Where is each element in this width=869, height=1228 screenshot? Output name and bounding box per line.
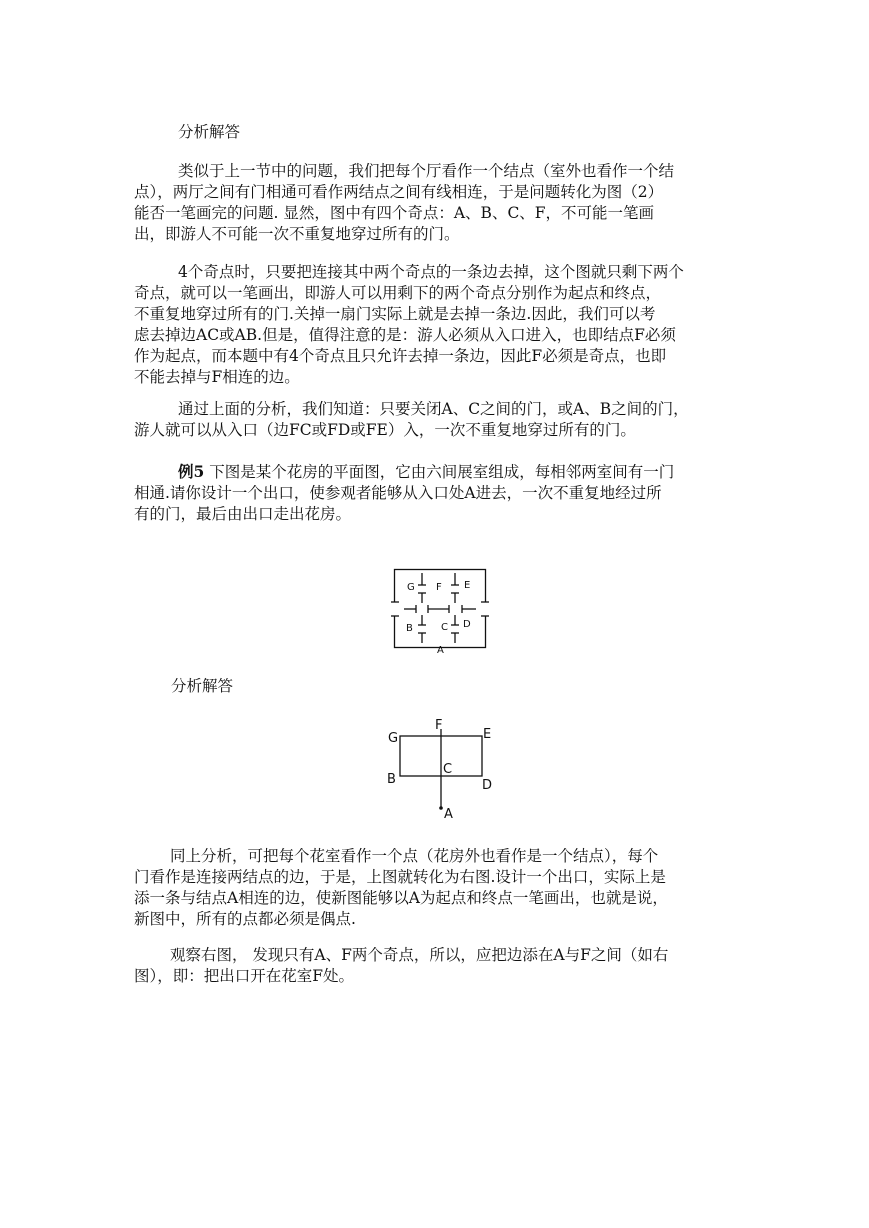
graph-label-g: G — [388, 731, 399, 746]
graph-label-f: F — [435, 718, 443, 733]
floor-plan-label-d: D — [463, 619, 471, 630]
example-5-paragraph — [134, 461, 746, 525]
paragraph-5-line: 新图中，所有的点都必须是偶点. — [134, 910, 356, 928]
paragraph-1-line: 能否一笔画完的问题. 显然，图中有四个奇点：A、B、C、F，不可能一笔画 — [134, 204, 655, 222]
floor-plan-label-a: A — [437, 645, 444, 656]
paragraph-2-line: 4个奇点时，只要把连接其中两个奇点的一条边去掉，这个图就只剩下两个 — [178, 263, 684, 281]
paragraph-6-line: 观察右图， 发现只有A、F两个奇点，所以，应把边添在A与F之间（如右 — [170, 946, 669, 964]
paragraph-2-line: 虑去掉边AC或AB.但是，值得注意的是：游人必须从入口进入，也即结点F必须 — [134, 326, 676, 344]
graph-label-a: A — [444, 807, 453, 822]
analysis-heading-1: 分析解答 — [178, 123, 241, 141]
paragraph-3 — [134, 399, 746, 441]
example-5-line: 相通.请你设计一个出口，使参观者能够从入口处A进去，一次不重复地经过所 — [134, 484, 662, 502]
paragraph-2-line: 不重复地穿过所有的门.关掉一扇门实际上就是去掉一条边.因此，我们可以考 — [134, 305, 656, 323]
paragraph-1-line: 出，即游人不可能一次不重复地穿过所有的门。 — [134, 225, 460, 243]
paragraph-2-line: 作为起点，而本题中有4个奇点且只允许去掉一条边，因此F必须是奇点，也即 — [134, 347, 667, 365]
graph-label-d: D — [482, 778, 493, 793]
example-label: 例5 — [178, 462, 205, 481]
paragraph-6 — [134, 945, 746, 987]
paragraph-3-line: 通过上面的分析，我们知道：只要关闭A、C之间的门，或A、B之间的门， — [178, 400, 689, 418]
paragraph-5 — [134, 846, 746, 930]
floor-plan-label-e: E — [464, 580, 471, 591]
graph-label-b: B — [387, 772, 396, 787]
paragraph-2 — [134, 262, 746, 388]
graph-label-e: E — [483, 727, 492, 742]
paragraph-5-line: 添一条与结点A相连的边，使新图能够以A为起点和终点一笔画出，也就是说， — [134, 889, 668, 907]
floor-plan-label-f: F — [436, 582, 442, 593]
graph-diagram — [385, 716, 505, 826]
graph-label-c: C — [443, 762, 453, 777]
paragraph-5-line: 同上分析，可把每个花室看作一个点（花房外也看作是一个结点），每个 — [170, 847, 659, 865]
floor-plan-label-b: B — [406, 623, 413, 634]
paragraph-1 — [134, 161, 746, 245]
floor-plan-label-c: C — [441, 622, 448, 633]
example-5-line — [134, 461, 746, 483]
analysis-heading-2: 分析解答 — [171, 677, 234, 695]
paragraph-2-line: 奇点，就可以一笔画出，即游人可以用剩下的两个奇点分别作为起点和终点， — [134, 284, 662, 302]
paragraph-5-line: 门看作是连接两结点的边，于是，上图就转化为右图.设计一个出口，实际上是 — [134, 868, 666, 886]
paragraph-1-line: 点），两厅之间有门相通可看作两结点之间有线相连，于是问题转化为图（2） — [134, 183, 664, 201]
paragraph-6-line: 图），即：把出口开在花室F处。 — [134, 967, 355, 985]
example-5-line: 有的门，最后由出口走出花房。 — [134, 505, 352, 523]
example-5-text: 下图是某个花房的平面图，它由六间展室组成，每相邻两室间有一门 — [209, 463, 675, 481]
floor-plan-diagram — [394, 569, 486, 656]
paragraph-2-line: 不能去掉与F相连的边。 — [134, 368, 300, 386]
floor-plan-label-g: G — [407, 582, 415, 593]
paragraph-3-line: 游人就可以从入口（边FC或FD或FE）入，一次不重复地穿过所有的门。 — [134, 421, 636, 439]
paragraph-1-line: 类似于上一节中的问题，我们把每个厅看作一个结点（室外也看作一个结 — [178, 162, 675, 180]
